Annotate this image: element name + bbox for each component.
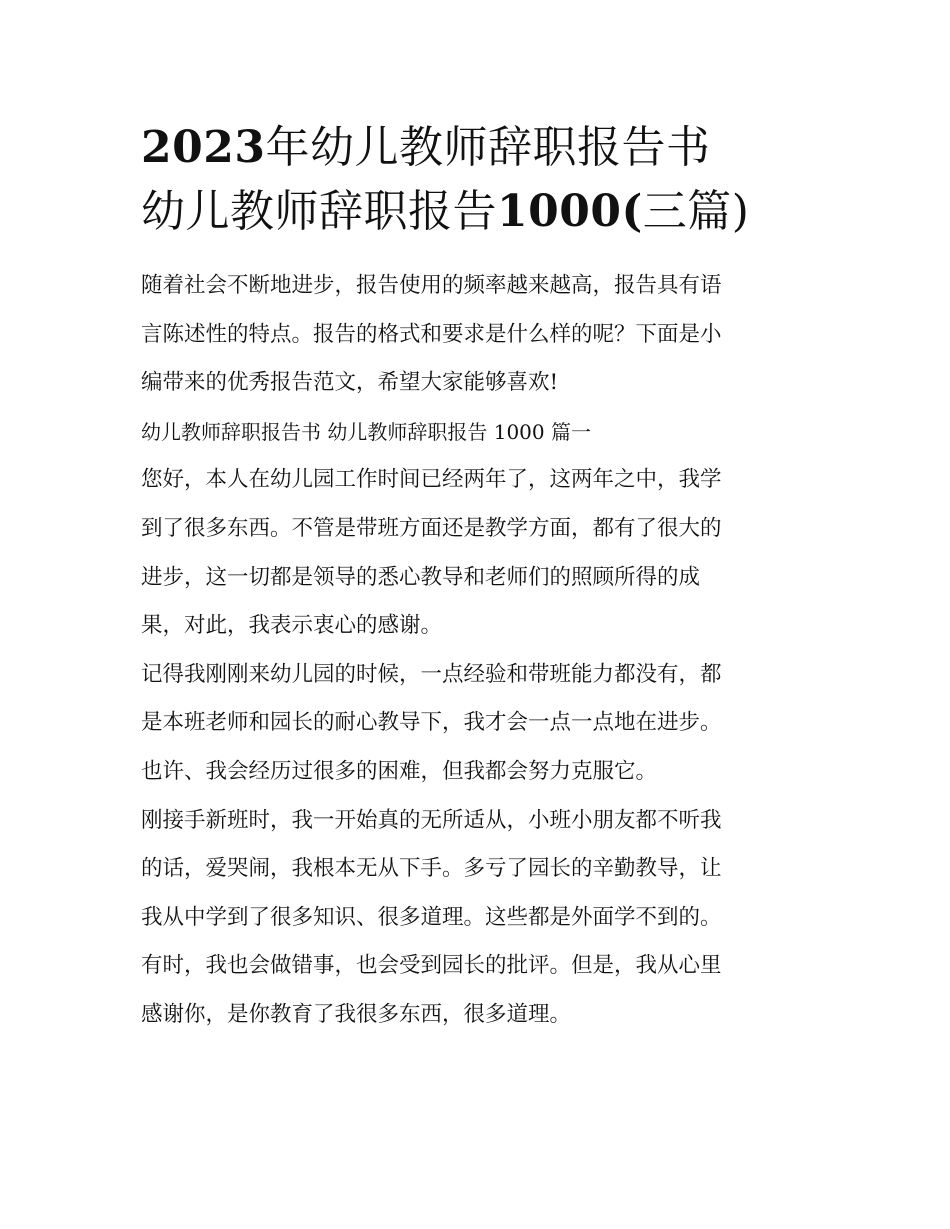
body-paragraph-1 (141, 456, 813, 650)
section-heading: 幼儿教师辞职报告书 幼儿教师辞职报告 1000 篇一 (141, 419, 591, 444)
text-line: 刚接手新班时，我一开始真的无所适从，小班小朋友都不听我 (141, 807, 722, 833)
text-line: 果，对此，我表示衷心的感谢。 (141, 613, 443, 639)
document-content (141, 118, 813, 1040)
intro-paragraph (141, 262, 813, 408)
text-line: 有时，我也会做错事，也会受到园长的批评。但是，我从心里 (141, 953, 722, 979)
text-line: 言陈述性的特点。报告的格式和要求是什么样的呢？下面是小 (141, 321, 722, 347)
document-title-line-1: 2023年幼儿教师辞职报告书 (141, 122, 711, 173)
text-line: 编带来的优秀报告范文，希望大家能够喜欢! (141, 370, 559, 396)
text-line: 是本班老师和园长的耐心教导下，我才会一点一点地在进步。 (141, 710, 722, 736)
text-line: 的话，爱哭闹，我根本无从下手。多亏了园长的辛勤教导，让 (141, 856, 722, 882)
text-line: 到了很多东西。不管是带班方面还是教学方面，都有了很大的 (141, 515, 722, 541)
text-line: 随着社会不断地进步，报告使用的频率越来越高，报告具有语 (141, 273, 722, 298)
body-paragraph-2 (141, 651, 813, 797)
text-line: 进步，这一切都是领导的悉心教导和老师们的照顾所得的成 (141, 564, 701, 590)
text-line: 您好，本人在幼儿园工作时间已经两年了，这两年之中，我学 (141, 467, 722, 493)
text-line: 也许、我会经历过很多的困难，但我都会努力克服它。 (141, 758, 658, 784)
body-paragraph-3 (141, 797, 813, 1040)
text-line: 感谢你，是你教育了我很多东西，很多道理。 (141, 1001, 572, 1027)
document-body (141, 262, 813, 1040)
text-line: 我从中学到了很多知识、很多道理。这些都是外面学不到的。 (141, 904, 722, 930)
document-title-line-2: 幼儿教师辞职报告1000(三篇) (141, 186, 750, 237)
text-line: 记得我刚刚来幼儿园的时候，一点经验和带班能力都没有，都 (141, 661, 722, 687)
